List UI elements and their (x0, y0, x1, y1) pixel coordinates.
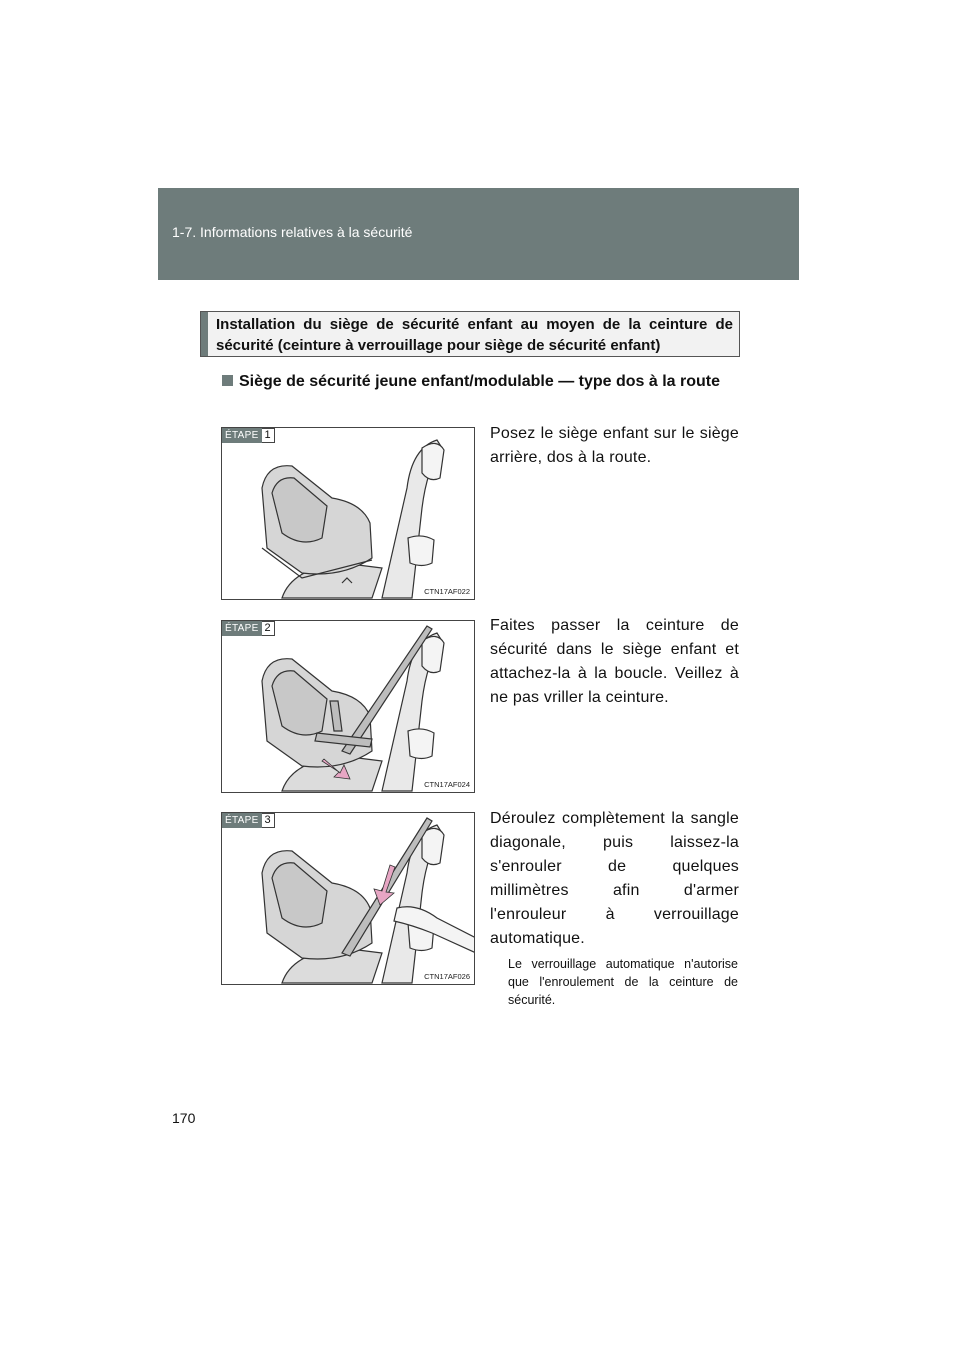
note-text: Le verrouillage automatique n'autorise que l'enroulement de la ceinture de sécurité. (508, 957, 738, 1007)
step-label: ÉTAPE (222, 428, 262, 443)
step-number: 2 (262, 621, 275, 636)
figure-code: CTN17AF024 (424, 780, 470, 789)
subheading-text: Siège de sécurité jeune enfant/modulable — type dos à la route (239, 373, 721, 390)
step-number: 3 (262, 813, 275, 828)
step-badge-3 (222, 813, 275, 828)
figure-step-3 (221, 812, 475, 985)
child-seat-illustration-1 (222, 428, 475, 600)
figure-step-1 (221, 427, 475, 600)
figure-code: CTN17AF022 (424, 587, 470, 596)
square-bullet-icon (222, 375, 233, 386)
step-3-text: Déroulez complètement la sangle diagonale, puis laissez-la s'enrouler de quelques millimètres afin d'armer l'enrouleur à verrouillage automatique. (490, 810, 739, 947)
section-accent-bar (201, 312, 208, 356)
section-title-box (200, 311, 740, 357)
subheading (222, 370, 742, 394)
section-title: Installation du siège de sécurité enfant au moyen de la ceinture de sécurité (ceinture à verrouillage pour siège de sécurité enfant) (216, 316, 733, 354)
step-label: ÉTAPE (222, 621, 262, 636)
step-badge-2 (222, 621, 275, 636)
child-seat-illustration-2 (222, 621, 475, 793)
figure-code: CTN17AF026 (424, 972, 470, 981)
page-number: 170 (172, 1110, 196, 1126)
step-number: 1 (262, 428, 275, 443)
figure-step-2 (221, 620, 475, 793)
header-band (158, 188, 799, 280)
child-seat-illustration-3 (222, 813, 475, 985)
section-header: 1-7. Informations relatives à la sécurité (172, 224, 413, 240)
step-label: ÉTAPE (222, 813, 262, 828)
step-badge-1 (222, 428, 275, 443)
step-1-text: Posez le siège enfant sur le siège arrière, dos à la route. (490, 425, 739, 466)
step-2-text: Faites passer la ceinture de sécurité dans le siège enfant et attachez-la à la boucle. Veillez à ne pas vriller la ceinture. (490, 617, 739, 706)
